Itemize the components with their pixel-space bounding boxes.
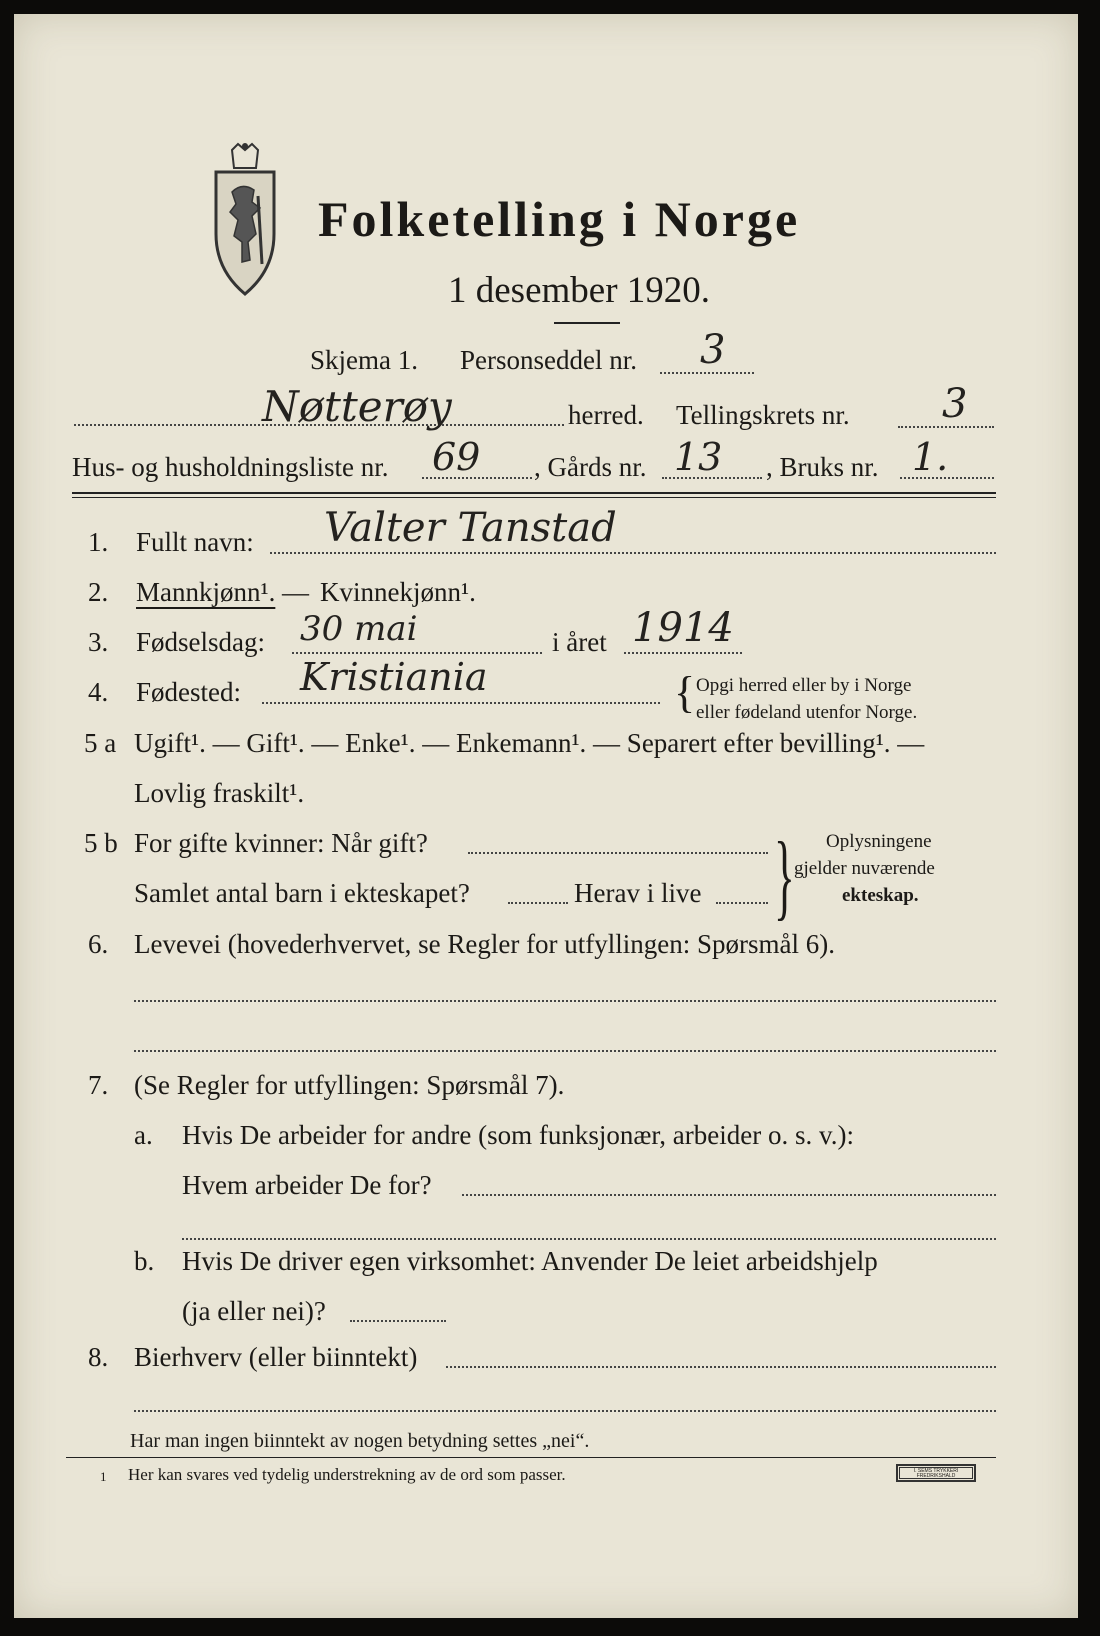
q3-birthday-value: 30 mai: [300, 609, 418, 649]
skjema-label: Skjema 1.: [310, 345, 418, 375]
census-date: 1 desember 1920.: [448, 270, 711, 311]
q8-number: 8.: [88, 1342, 109, 1372]
norwegian-coat-of-arms-icon: [202, 142, 288, 302]
q2-number: 2.: [88, 577, 109, 607]
q7a-line1: Hvis De arbeider for andre (som funksjonær, arbeider o. s. v.):: [182, 1120, 854, 1150]
q7b-letter: b.: [134, 1246, 155, 1276]
bruks-value: 1.: [912, 435, 949, 479]
footnote-mark: 1: [100, 1469, 107, 1484]
q3-year-field-line: [624, 652, 742, 654]
q5a-marital-options: Ugift¹. — Gift¹. — Enke¹. — Enkemann¹. — Separert efter bevilling¹. —: [134, 728, 925, 758]
q5b-number: 5 b: [84, 828, 118, 858]
q8-field-line-2: [134, 1410, 996, 1412]
q6-number: 6.: [88, 929, 109, 959]
footnote-text: Her kan svares ved tydelig understrekning av de ord som passer.: [128, 1465, 566, 1484]
q4-field-line: [262, 702, 660, 704]
q3-year-value: 1914: [632, 605, 734, 651]
q4-note-line1: Opgi herred eller by i Norge: [696, 675, 912, 696]
q4-brace: {: [674, 668, 696, 717]
hus-value: 69: [432, 435, 481, 479]
personseddel-value: 3: [700, 327, 726, 373]
q3-label: Fødselsdag:: [136, 627, 266, 657]
q3-year-label: i året: [552, 627, 607, 657]
form-title: Folketelling i Norge: [318, 191, 801, 247]
q5b-herav-field-line: [716, 902, 768, 904]
gards-value: 13: [674, 435, 723, 479]
bruks-label: , Bruks nr.: [766, 452, 879, 482]
tellingskrets-value: 3: [942, 381, 968, 427]
q1-number: 1.: [88, 527, 109, 557]
q7a-hvem-field-line: [462, 1194, 996, 1196]
q6-field-line-1: [134, 1000, 996, 1002]
q4-label: Fødested:: [136, 677, 241, 707]
q7a-hvem-label: Hvem arbeider De for?: [182, 1170, 432, 1200]
biinntekt-note: Har man ingen biinntekt av nogen betydning settes „nei“.: [130, 1430, 590, 1452]
q7b-ja-nei-label: (ja eller nei)?: [182, 1296, 326, 1326]
q5b-nar-gift-label: For gifte kvinner: Når gift?: [134, 828, 428, 858]
q2-mannkjonn: Mannkjønn¹.: [136, 577, 276, 607]
q8-label: Bierhverv (eller biinntekt): [134, 1342, 418, 1372]
personseddel-label: Personseddel nr.: [460, 345, 637, 375]
tellingskrets-label: Tellingskrets nr.: [676, 400, 850, 430]
gards-label: , Gårds nr.: [534, 452, 647, 482]
q6-label: Levevei (hovederhvervet, se Regler for utfyllingen: Spørsmål 6).: [134, 929, 836, 959]
q7a-field-line-2: [182, 1238, 996, 1240]
q1-full-name-value: Valter Tanstad: [324, 505, 617, 551]
q5b-nar-gift-field-line: [468, 852, 768, 854]
q6-field-line-2: [134, 1050, 996, 1052]
q2-separator: —: [282, 577, 309, 607]
q5b-samlet-antal-label: Samlet antal barn i ekteskapet?: [134, 878, 470, 908]
q5b-note-line3: ekteskap.: [842, 885, 919, 906]
q7b-line1: Hvis De driver egen virksomhet: Anvender De leiet arbeidshjelp: [182, 1246, 878, 1276]
q5b-samlet-antal-field-line: [508, 902, 568, 904]
q5a-lovlig-fraskilt: Lovlig fraskilt¹.: [134, 778, 305, 808]
census-form-page: [14, 14, 1078, 1618]
header-double-rule-top: [72, 492, 996, 494]
q7a-letter: a.: [134, 1120, 153, 1150]
hus-label: Hus- og husholdningsliste nr.: [72, 452, 389, 482]
q1-label: Fullt navn:: [136, 527, 254, 557]
q4-birthplace-value: Kristiania: [300, 655, 488, 699]
q3-number: 3.: [88, 627, 109, 657]
q5b-note-line2: gjelder nuværende: [794, 858, 935, 879]
printer-stamp-text: I. SEMS TRYKKERI FREDRIKSHALD: [899, 1467, 973, 1479]
q2-kvinnekjonn: Kvinnekjønn¹.: [320, 577, 476, 607]
q1-field-line: [270, 552, 996, 554]
printer-stamp: [896, 1464, 976, 1482]
q7b-field-line: [350, 1320, 446, 1322]
q3-day-field-line: [292, 652, 542, 654]
q5b-note-line1: Oplysningene: [826, 831, 932, 852]
q7-number: 7.: [88, 1070, 109, 1100]
herred-value: Nøtterøy: [262, 382, 452, 431]
q5b-brace: }: [774, 822, 795, 929]
header-double-rule-bottom: [72, 497, 996, 498]
title-divider: [554, 322, 620, 324]
q4-number: 4.: [88, 677, 109, 707]
q5b-herav-label: Herav i live: [574, 878, 702, 908]
footnote-rule: [66, 1457, 996, 1458]
q8-field-line: [446, 1366, 996, 1368]
q4-note-line2: eller fødeland utenfor Norge.: [696, 702, 918, 723]
herred-label: herred.: [568, 400, 644, 430]
q7-label: (Se Regler for utfyllingen: Spørsmål 7).: [134, 1070, 565, 1100]
q5a-number: 5 a: [84, 728, 117, 758]
